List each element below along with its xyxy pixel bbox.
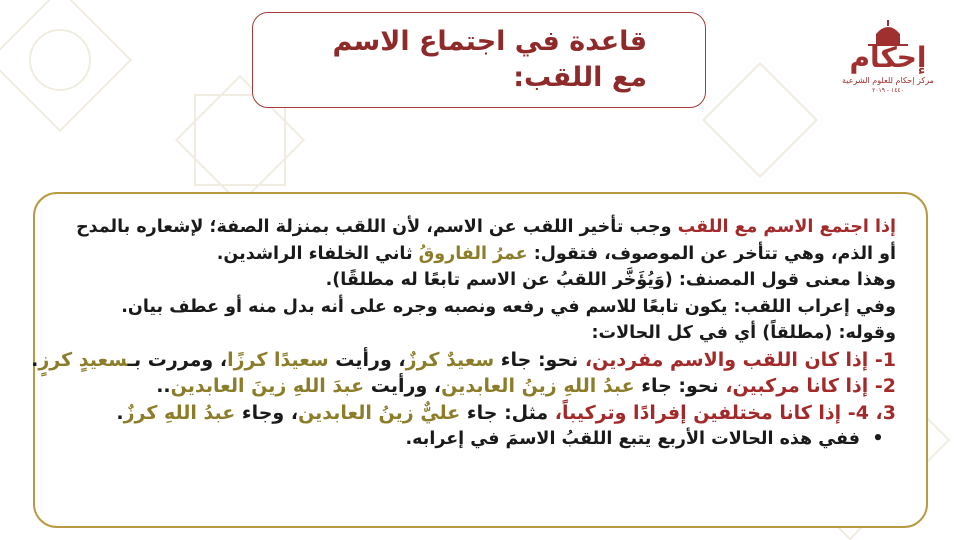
paragraph-line-5: وقوله: (مطلقاً) أي في كل الحالات: [591, 323, 896, 343]
text-run: . [31, 348, 39, 371]
example-highlight: سعيدٌ كرزٌ [405, 348, 495, 371]
case-heading: 3، 4- إذا كانا مختلفين إفرادًا وتركيباً، [554, 401, 896, 424]
text-run: ، وجاء [235, 401, 299, 424]
text-run: نحو: جاء [634, 375, 726, 397]
example-highlight: سعيدٍ كرزٍ [38, 348, 128, 371]
summary-text: ففي هذه الحالات الأربع يتبع اللقبُ الاسمَ في إعرابه. [405, 429, 860, 449]
title-box [252, 12, 706, 108]
highlight-rule: إذا اجتمع الاسم مع اللقب [677, 217, 896, 237]
text-run: ثاني الخلفاء الراشدين. [216, 243, 419, 264]
example-highlight: سعيدًا كرزًا [227, 348, 329, 371]
case-line-3 [55, 400, 896, 427]
text-run: ، ورأيت [328, 348, 406, 371]
text-run: . [116, 401, 124, 424]
paragraph-line-3: وهذا معنى قول المصنف: (وَيُؤَخَّر اللقبُ عن الاسم تابعًا له مطلقًا). [325, 270, 896, 290]
case-line-2 [55, 373, 896, 400]
text-run: .. [156, 375, 171, 397]
paragraph-line-2 [55, 241, 896, 268]
text-run: ، ومررت بـ [127, 348, 228, 371]
paragraph-line-4: وفي إعراب اللقب: يكون تابعًا للاسم في رفعه ونصبه وجره على أنه بدل منه أو عطف بيان. [121, 296, 896, 317]
title-line-1: قاعدة في اجتماع الاسم [332, 26, 647, 57]
example-highlight: عبدُ اللهِ كرزٌ [123, 401, 236, 424]
paragraph-line-1 [55, 214, 896, 241]
case-heading: 1- إذا كان اللقب والاسم مفردين، [584, 348, 896, 371]
example-highlight: عليٌّ زينُ العابدين [298, 401, 461, 424]
text-run: مثل: جاء [460, 401, 555, 424]
text-run: نحو: جاء [494, 348, 585, 371]
text-run: ، ورأيت [364, 375, 442, 397]
case-line-1 [31, 347, 896, 374]
example-highlight: عبدُ اللهِ زينُ العابدين [441, 375, 635, 397]
logo-year: ١٤٤٠ - ٢٠١٩ [872, 87, 904, 94]
case-heading: 2- إذا كانا مركبين، [725, 375, 896, 397]
logo-subtitle: مركز إحكام للعلوم الشرعية [842, 76, 934, 85]
text-run: أو الذم، وهي تتأخر عن الموصوف، فتقول: [527, 243, 896, 264]
text-run: وجب تأخير اللقب عن الاسم، لأن اللقب بمنزلة الصفة؛ لإشعاره بالمدح [76, 217, 678, 237]
example-highlight: عمرُ الفاروقُ [418, 243, 528, 264]
summary-line [55, 426, 896, 453]
logo-word: إحكام [849, 41, 927, 74]
logo [838, 20, 938, 100]
title-line-2: مع اللقب: [513, 62, 647, 93]
example-highlight: عبدَ اللهِ زينَ العابدين [170, 375, 365, 397]
content-box [33, 192, 928, 528]
bullet-icon: • [872, 429, 884, 449]
